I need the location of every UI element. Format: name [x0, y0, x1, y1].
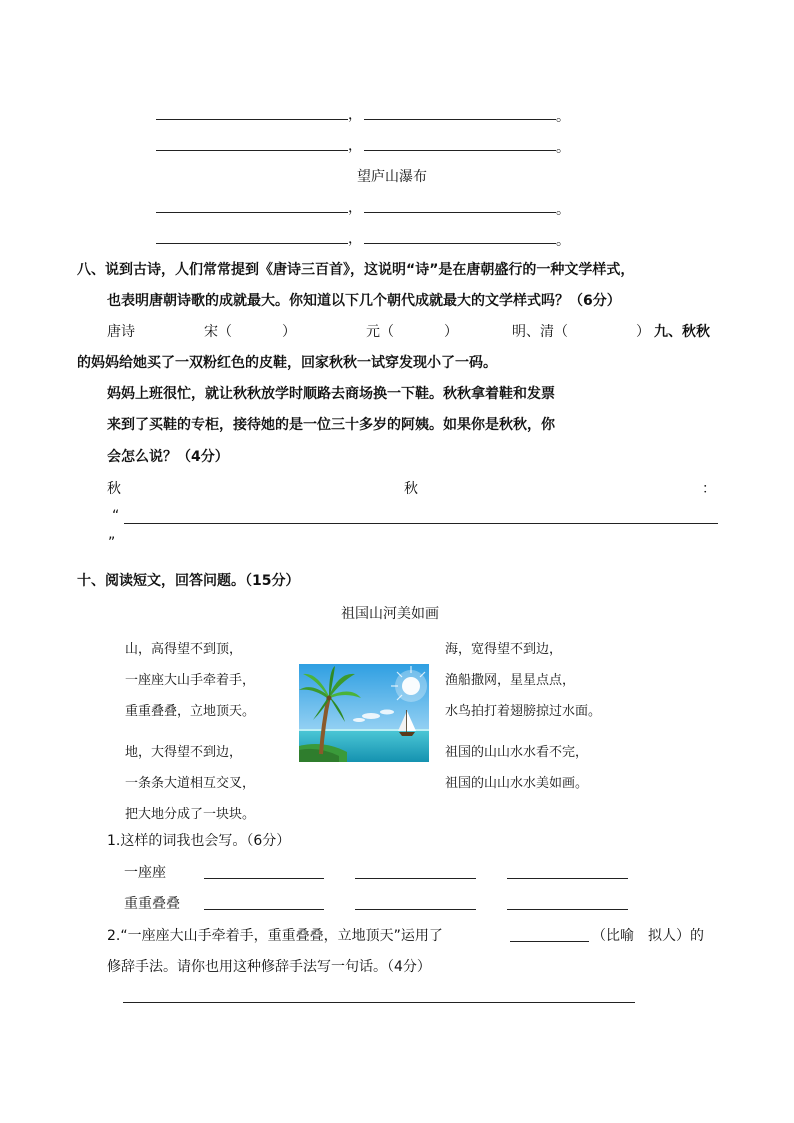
answer-line[interactable] [364, 243, 556, 244]
sub2-sentence-answer-line[interactable] [123, 1002, 635, 1003]
seaside-palm-illustration [299, 664, 429, 762]
q8-song-close: ） [282, 324, 296, 340]
q9-colon: ： [702, 481, 716, 497]
q9-close-quote: ” [108, 535, 116, 551]
q10-sub1: 1.这样的词我也会写。（6分） [107, 833, 291, 849]
q10-word2: 重重叠叠 [124, 896, 180, 912]
q8-line2: 也表明唐朝诗歌的成就最大。你知道以下几个朝代成就最大的文学样式吗？（6分） [107, 293, 621, 309]
q10-poem-title: 祖国山河美如画 [341, 606, 439, 622]
answer-line[interactable] [156, 119, 348, 120]
poem-line: 海，宽得望不到边， [445, 642, 563, 657]
answer-line[interactable] [364, 212, 556, 213]
poem-right-stanza-1 [445, 634, 601, 727]
period: 。 [556, 233, 570, 249]
q9-answer-line[interactable] [124, 523, 718, 524]
poem-line: 山，高得望不到顶， [125, 642, 243, 657]
answer-line[interactable] [364, 119, 556, 120]
answer-line[interactable] [156, 243, 348, 244]
q8-yuan: 元（ [366, 324, 394, 340]
answer-line[interactable] [364, 150, 556, 151]
q9-line3: 来到了买鞋的专柜，接待她的是一位三十多岁的阿姨。如果你是秋秋，你 [107, 417, 555, 433]
word1-answer-line-3[interactable] [507, 878, 628, 879]
poem-right-stanza-2 [445, 737, 588, 799]
poem-line: 重重叠叠，立地顶天。 [125, 704, 256, 719]
q9-line4: 会怎么说？（4分） [107, 449, 229, 465]
word2-answer-line-3[interactable] [507, 909, 628, 910]
period: 。 [556, 109, 570, 125]
poem-line: 水鸟拍打着翅膀掠过水面。 [445, 704, 602, 719]
poem-left-stanza-2 [125, 737, 255, 830]
q9-line2: 妈妈上班很忙，就让秋秋放学时顺路去商场换一下鞋。秋秋拿着鞋和发票 [107, 386, 555, 402]
q10-sub2-line2: 修辞手法。请你也用这种修辞手法写一句话。（4分） [107, 959, 431, 975]
q9-qiu-1: 秋 [107, 481, 121, 497]
poem-line: 地，大得望不到边， [125, 745, 243, 760]
q9-qiu-2: 秋 [404, 481, 418, 497]
q10-word1: 一座座 [124, 865, 166, 881]
q10-sub2-part1: 2.“一座座大山手牵着手，重重叠叠，立地顶天”运用了 [107, 928, 443, 944]
comma: ， [348, 200, 362, 216]
word1-answer-line-1[interactable] [204, 878, 324, 879]
q8-yuan-close: ） [444, 324, 458, 340]
q8-song: 宋（ [204, 324, 232, 340]
poem-line: 祖国的山山水水美如画。 [445, 776, 589, 791]
poem-line: 祖国的山山水水看不完， [445, 745, 589, 760]
poem-line: 把大地分成了一块块。 [125, 807, 256, 822]
word2-answer-line-2[interactable] [355, 909, 476, 910]
poem-left-stanza-1 [125, 634, 255, 727]
poem-line: 一条条大道相互交叉， [125, 776, 256, 791]
q8-line1: 八、说到古诗，人们常常提到《唐诗三百首》，这说明“诗”是在唐朝盛行的一种文学样式， [77, 262, 635, 278]
q8-tang: 唐诗 [107, 324, 135, 340]
q9-open-quote: “ [112, 508, 120, 524]
q10-sub2-part2: （比喻 拟人）的 [592, 928, 704, 944]
period: 。 [556, 140, 570, 156]
q9-heading-inline: 九、秋秋 [654, 324, 710, 340]
q9-line1: 的妈妈给她买了一双粉红色的皮鞋，回家秋秋一试穿发现小了一码。 [77, 355, 497, 371]
comma: ， [348, 138, 362, 154]
q8-ming-qing: 明、清（ [512, 324, 568, 340]
poem-title-wanglushan: 望庐山瀑布 [357, 169, 427, 185]
period: 。 [556, 202, 570, 218]
poem-line: 渔船撒网，星星点点， [445, 673, 576, 688]
word1-answer-line-2[interactable] [355, 878, 476, 879]
answer-line[interactable] [156, 212, 348, 213]
comma: ， [348, 107, 362, 123]
poem-line: 一座座大山手牵着手， [125, 673, 256, 688]
q8-ming-qing-close: ） [636, 324, 650, 340]
sub2-blank[interactable] [510, 941, 589, 942]
word2-answer-line-1[interactable] [204, 909, 324, 910]
q10-heading: 十、阅读短文，回答问题。（15分） [77, 573, 300, 589]
answer-line[interactable] [156, 150, 348, 151]
comma: ， [348, 231, 362, 247]
